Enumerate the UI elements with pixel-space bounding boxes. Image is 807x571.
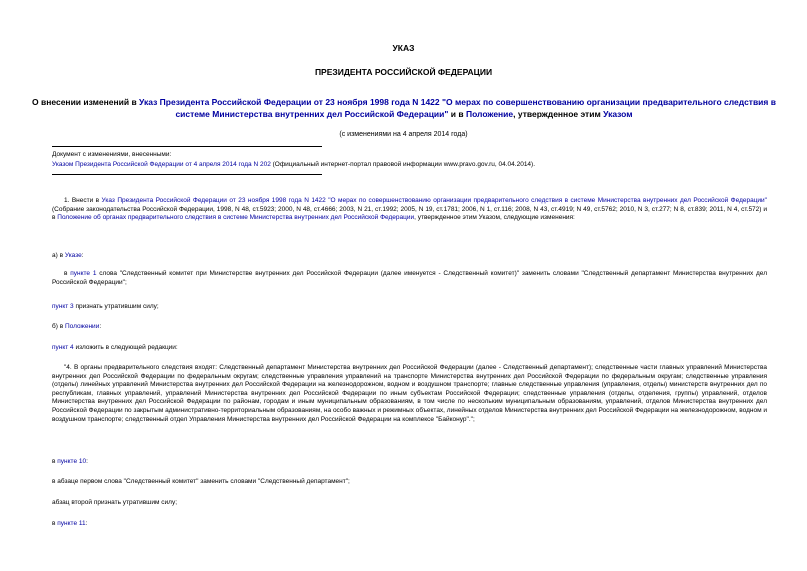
b-suffix: : (99, 323, 102, 330)
link-ukaze[interactable]: Указе (64, 252, 82, 259)
p9-prefix: в (52, 520, 58, 527)
link-punkt-11[interactable]: пункте 11 (57, 520, 86, 527)
p1-text-c: , утвержденное этим Указом, следующие изменения: (414, 214, 575, 222)
p1-text-b: (Собрание законодательства Российской Федерации, 1998, N 48, ст.5923; 2000, N 48, ст.4666; 2003, N 21, ст.1992; 2005, N 19, ст.1781; 2006, N 1, ст.116; 2008, N 43, ст.4919; N 49, ст.5762; 2010, N 3, ст.277; N 8, ст.839; 2011, N 4, ст.572) и в (52, 205, 767, 222)
p3-rest: признать утратившим силу; (73, 303, 159, 310)
subject-mid: и в (448, 109, 466, 119)
document-subject (28, 96, 780, 120)
link-punkt-3[interactable]: пункт 3 (52, 303, 74, 310)
paragraph-point-10 (52, 457, 88, 466)
p2-rest: слова "Следственный комитет при Министерстве внутренних дел Российской Федерации (далее именуется - Следственный комитет)" заменить словами "Следственный департамент Министерства внутренних дел Российской Федерации"; (52, 270, 767, 286)
p2-prefix: в (64, 270, 71, 277)
link-ukaz-202[interactable]: Указом Президента Российской Федерации от 4 апреля 2014 года N 202 (52, 161, 271, 168)
p1-text-a: 1. Внести в (64, 197, 102, 204)
subject-mid2: , утвержденное этим (513, 109, 604, 119)
issuer-title: ПРЕЗИДЕНТА РОССИЙСКОЙ ФЕДЕРАЦИИ (314, 67, 493, 77)
b-prefix: б) в (52, 323, 65, 330)
doc-type-title: УКАЗ (392, 43, 415, 53)
paragraph-point-1 (52, 270, 767, 287)
p6-suffix: : (86, 458, 88, 465)
link-polozhenie[interactable]: Положение (465, 109, 514, 119)
link-ukazom[interactable]: Указом (603, 109, 633, 119)
a-prefix: а) в (52, 252, 65, 259)
divider-top (52, 146, 322, 147)
subitem-b (52, 322, 101, 331)
amendments-source (52, 160, 535, 169)
paragraph-abzac-1: в абзаце первом слова "Следственный комитет" заменить словами "Следственный департамент"; (52, 478, 350, 485)
paragraph-point-4 (52, 343, 178, 352)
a-suffix: : (81, 252, 84, 259)
paragraph-point-11 (52, 519, 87, 528)
p6-prefix: в (52, 458, 58, 465)
paragraph-1 (52, 197, 767, 223)
link-ukaz-1422-body[interactable]: Указ Президента Российской Федерации от 23 ноября 1998 года N 1422 "О мерах по совершенствованию организации предварительного следствия в системе Министерства внутренних дел Российской Федерации" (101, 197, 767, 204)
amendments-label: Документ с изменениями, внесенными: (52, 151, 172, 158)
link-punkt-4[interactable]: пункт 4 (52, 344, 74, 351)
link-ukaz-1422[interactable]: Указ Президента Российской Федерации от 23 ноября 1998 года N 1422 "О мерах по совершенствованию организации предварительного следствия в системе Министерства внутренних дел Российской Федерации" (139, 97, 776, 119)
subject-prefix: О внесении изменений в (32, 97, 140, 107)
amendments-source-rest: (Официальный интернет-портал правовой информации www.pravo.gov.ru, 04.04.2014). (270, 161, 536, 168)
paragraph-abzac-2: абзац второй признать утратившим силу; (52, 499, 178, 506)
subitem-a (52, 251, 84, 260)
paragraph-point-4-text: "4. В органы предварительного следствия входят: Следственный департамент Министерства внутренних дел Российской Федерации (далее - Следственный департамент); следственные части главных управлений Министерства внутренних дел Российской Федерации по федеральным округам; следственные управления управлений на транспорте Министерства внутренних дел Российской Федерации по федеральным округам; следственные управления (отделы) линейных управлений Министерства внутренних дел Российской Федерации на железнодорожном, водном и воздушном транспорте; главные следственные управления (управления, отделы) министерств внутренних дел по республикам, главных управлений, управлений Министерства внутренних дел Российской Федерации по иным субъектам Российской Федерации; следственные управления (отделы, отделения, группы) управлений, отделов Министерства внутренних дел Российской Федерации по районам, городам и иным муниципальным образованиям, в том числе по нескольким муниципальным образованиям, управлений, отделов Министерства внутренних дел Российской Федерации по закрытым административно-территориальным образованиям, на особо важных и режимных объектах, линейных отделов Министерства внутренних дел Российской Федерации на железнодорожном, водном и воздушном транспорте; следственный отдел Управления Министерства внутренних дел Российской Федерации на комплексе "Байконур"."; (52, 364, 767, 423)
p4-rest: изложить в следующей редакции: (73, 344, 178, 351)
paragraph-point-3 (52, 302, 159, 311)
changes-note: (с изменениями на 4 апреля 2014 года) (339, 131, 468, 138)
divider-bottom (52, 174, 322, 175)
link-punkt-1[interactable]: пункте 1 (70, 270, 97, 277)
link-punkt-10[interactable]: пункте 10 (57, 458, 87, 465)
link-polozhenie-body[interactable]: Положение об органах предварительного следствия в системе Министерства внутренних дел Российской Федерации (57, 214, 415, 222)
link-polozhenii[interactable]: Положении (64, 323, 100, 330)
p9-suffix: : (85, 520, 88, 527)
